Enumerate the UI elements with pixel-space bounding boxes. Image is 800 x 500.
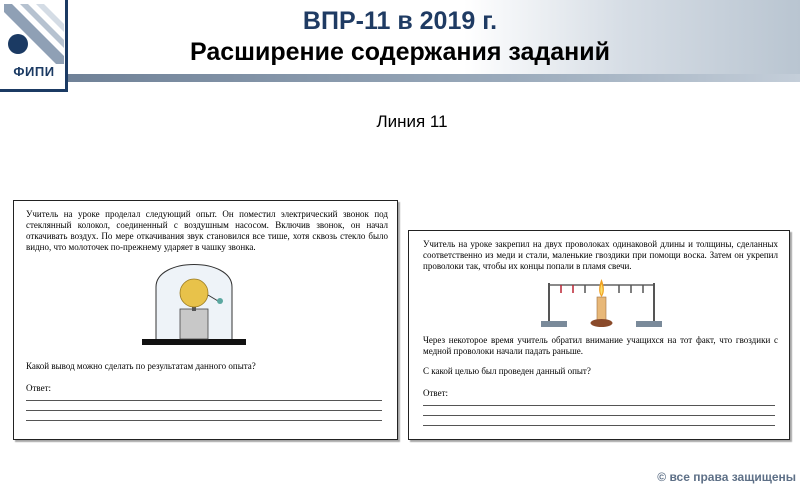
task-question: Какой вывод можно сделать по результатам данного опыта? [26,361,256,371]
copyright-notice: © все права защищены [657,470,796,484]
task-intro: Учитель на уроке проделал следующий опыт. Он поместил электрический звонок под стеклянный колокол, соединенный с воздушным насосом. Включив звонок, он начал откачивать воздух. По мере откачивания звук становился все тише, хотя сквозь стекло было видно, что молоточек по-прежнему ударяет в чашку звонка. [26,209,388,252]
subtitle: Линия 11 [376,112,448,131]
bell-jar-illustration-icon [134,249,254,349]
task-observation: Через некоторое время учитель обратил внимание учащихся на тот факт, что гвоздики с медной проволоки начали падать раньше. [423,335,778,356]
title-line1: ВПР-11 в 2019 г. [302,7,498,35]
answer-label: Ответ: [423,388,449,398]
answer-line [423,415,775,416]
task-card-sound [13,200,398,440]
fipi-logo-emblem-icon [4,4,64,64]
answer-line [26,410,382,411]
task-card-conductivity [408,230,790,440]
logo-text: ФИПИ [13,64,55,79]
title-line2: Расширение содержания заданий [190,38,610,66]
answer-line [423,405,775,406]
answer-line [26,400,382,401]
page-title [120,6,680,68]
candle-wires-illustration-icon [539,275,664,331]
fipi-logo [0,0,68,92]
answer-line [26,420,382,421]
task-question: С какой целью был проведен данный опыт? [423,366,591,376]
task-intro: Учитель на уроке закрепил на двух проволоках одинаковой длины и толщины, сделанных соответственно из меди и стали, маленькие гвоздики при помощи воска. Затем он укрепил проволоки так, чтобы их концы попали в пламя свечи. [423,239,778,271]
answer-line [423,425,775,426]
header-stripe [66,74,800,82]
answer-label: Ответ: [26,383,52,393]
